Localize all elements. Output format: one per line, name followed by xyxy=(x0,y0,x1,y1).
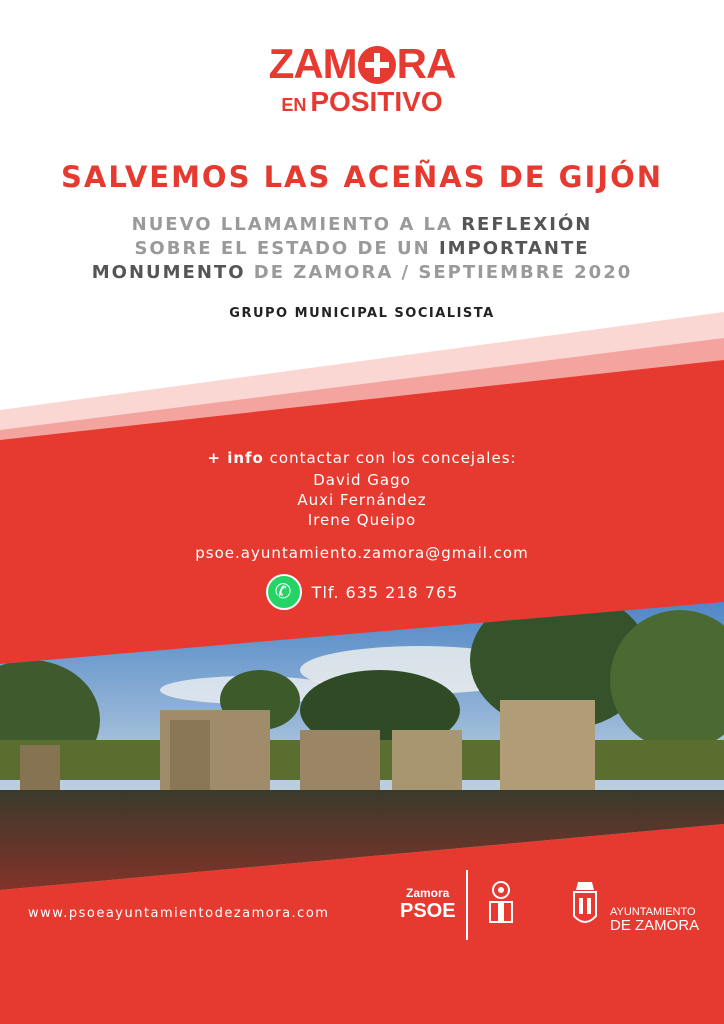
logo-small-text: EN xyxy=(281,95,307,115)
logo-text-end: RA xyxy=(396,40,456,87)
group-name: GRUPO MUNICIPAL SOCIALISTA xyxy=(229,306,495,321)
councillor-name: David Gago xyxy=(313,471,411,489)
whatsapp-icon xyxy=(266,574,302,610)
phone-number: Tlf. 635 218 765 xyxy=(311,582,459,602)
subtitle-text: DE ZAMORA / SEPTIEMBRE 2020 xyxy=(245,262,633,283)
subtitle-emphasis: MONUMENTO xyxy=(91,262,246,283)
logo-text-start: ZAM xyxy=(268,40,357,87)
subtitle-emphasis: IMPORTANTE xyxy=(438,238,590,259)
contact-phone[interactable] xyxy=(0,574,724,610)
zamora-shield-icon xyxy=(570,880,600,930)
logo-bottom-text: POSITIVO xyxy=(310,86,443,117)
ayuntamiento-line-1: AYUNTAMIENTO xyxy=(610,906,696,918)
psoe-logo xyxy=(400,886,456,923)
subtitle-line-2 xyxy=(0,238,724,259)
logo-en-positivo xyxy=(0,86,724,118)
headline: SALVEMOS LAS ACEÑAS DE GIJÓN xyxy=(61,160,663,194)
cross-icon xyxy=(358,46,396,84)
info-text: contactar con los concejales: xyxy=(263,449,517,467)
subtitle-text: SOBRE EL ESTADO DE UN xyxy=(134,238,439,259)
councillor-name: Irene Queipo xyxy=(307,511,417,529)
divider xyxy=(466,870,468,940)
subtitle-emphasis: REFLEXIÓN xyxy=(461,214,593,235)
contact-intro xyxy=(0,449,724,467)
councillor-name: Auxi Fernández xyxy=(297,491,427,509)
psoe-city: Zamora xyxy=(406,886,450,900)
info-label: + info xyxy=(207,449,264,467)
subtitle-text: NUEVO LLAMAMIENTO A LA xyxy=(131,214,462,235)
contact-email[interactable]: psoe.ayuntamiento.zamora@gmail.com xyxy=(195,544,529,562)
psoe-name: PSOE xyxy=(400,900,456,922)
subtitle-line-3 xyxy=(0,262,724,283)
logo-zamora xyxy=(0,40,724,88)
psoe-rose-icon xyxy=(486,880,516,926)
subtitle-line-1 xyxy=(0,214,724,235)
website-link[interactable]: www.psoeayuntamientodezamora.com xyxy=(28,906,330,921)
ayuntamiento-line-2: DE ZAMORA xyxy=(610,917,700,934)
ayuntamiento-logo xyxy=(610,906,699,932)
